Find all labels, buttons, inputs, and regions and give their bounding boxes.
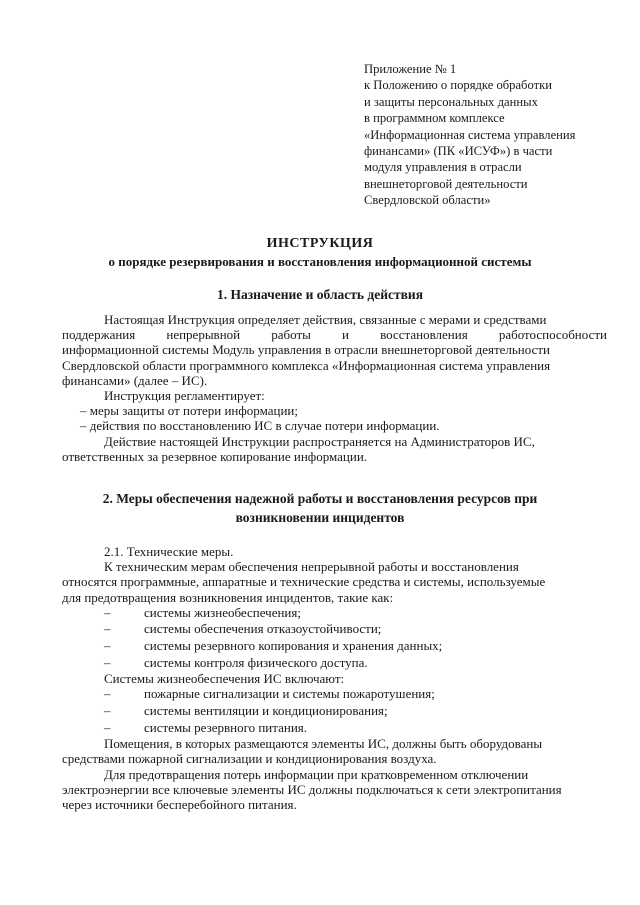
appendix-note [364, 61, 624, 209]
list-item: – меры защиты от потери информации; [80, 403, 299, 419]
paragraph-line: Системы жизнеобеспечения ИС включают: [104, 671, 345, 687]
list-item-text: пожарные сигнализации и системы пожаротушения; [144, 686, 435, 702]
document-title: ИНСТРУКЦИЯ [266, 236, 374, 251]
dash-marker: – [104, 621, 111, 637]
appendix-line: и защиты персональных данных [364, 94, 538, 109]
list-item-text: системы жизнеобеспечения; [144, 604, 301, 620]
paragraph-line: Помещения, в которых размещаются элементы ИС, должны быть оборудованы [104, 736, 543, 752]
paragraph-line: относятся программные, аппаратные и технические средства и системы, используемые [62, 574, 546, 590]
paragraph-line: поддержания непрерывной работы и восстановления работоспособности [62, 327, 607, 343]
list-item [62, 686, 607, 703]
appendix-line: Приложение № 1 [364, 62, 457, 76]
list-item [62, 720, 607, 737]
list-item [62, 703, 607, 720]
paragraph-line: ответственных за резервное копирование информации. [62, 448, 368, 464]
dash-marker: – [104, 654, 111, 670]
paragraph-line: информационной системы Модуль управления в отрасли внешнеторговой деятельности [62, 342, 550, 358]
paragraph-line: Свердловской области программного комплекса «Информационная система управления [62, 357, 551, 373]
paragraph-line: электроэнергии все ключевые элементы ИС должны подключаться к сети электропитания [62, 781, 562, 797]
dash-marker: – [104, 604, 111, 620]
section-2-heading-cont: возникновении инцидентов [235, 510, 405, 525]
appendix-line: модуля управления в отрасли [364, 160, 522, 175]
dash-marker: – [104, 686, 111, 702]
list-item: – действия по восстановлению ИС в случае потери информации. [80, 418, 440, 434]
paragraph-line: Для предотвращения потерь информации при кратковременном отключении [104, 766, 529, 782]
appendix-line: Свердловской области» [364, 193, 491, 208]
list-item [62, 621, 607, 638]
appendix-line: к Положению о порядке обработки [364, 78, 552, 93]
paragraph-line: через источники бесперебойного питания. [62, 796, 297, 812]
dash-marker: – [104, 638, 111, 653]
list-item [62, 605, 607, 622]
list-item-text: системы вентиляции и кондиционирования; [144, 702, 388, 718]
paragraph-line: для предотвращения возникновения инцидентов, такие как: [62, 589, 394, 605]
list-item-text: системы контроля физического доступа. [144, 654, 368, 670]
paragraph-line: Действие настоящей Инструкции распространяется на Администраторов ИС, [104, 433, 535, 449]
document-subtitle: о порядке резервирования и восстановления информационной системы [108, 254, 532, 269]
section-2-body [62, 544, 607, 812]
paragraph-line: Инструкция регламентирует: [104, 388, 265, 404]
section-2-heading: 2. Меры обеспечения надежной работы и восстановления ресурсов при [102, 491, 538, 506]
paragraph-line: Настоящая Инструкция определяет действия, связанные с мерами и средствами [104, 312, 547, 327]
appendix-line: в программном комплексе [364, 111, 505, 126]
section-1-heading: 1. Назначение и область действия [216, 287, 424, 302]
list-item-text: системы резервного копирования и хранения данных; [144, 638, 443, 653]
subsection-title: 2.1. Технические меры. [104, 544, 234, 559]
dash-marker: – [104, 702, 111, 718]
paragraph-line: средствами пожарной сигнализации и кондиционирования воздуха. [62, 751, 437, 767]
dash-marker: – [104, 719, 111, 735]
list-item-text: системы резервного питания. [144, 719, 308, 735]
appendix-line: внешнеторговой деятельности [364, 176, 528, 191]
list-item [62, 655, 607, 672]
section-1-body [62, 312, 607, 464]
paragraph-line: финансами» (далее – ИС). [62, 372, 208, 388]
list-item [62, 638, 607, 655]
appendix-line: финансами» (ПК «ИСУФ») в части [364, 144, 553, 159]
paragraph-line: К техническим мерам обеспечения непрерывной работы и восстановления [104, 559, 519, 575]
list-item-text: системы обеспечения отказоустойчивости; [144, 621, 382, 637]
appendix-line: «Информационная система управления [364, 127, 576, 142]
